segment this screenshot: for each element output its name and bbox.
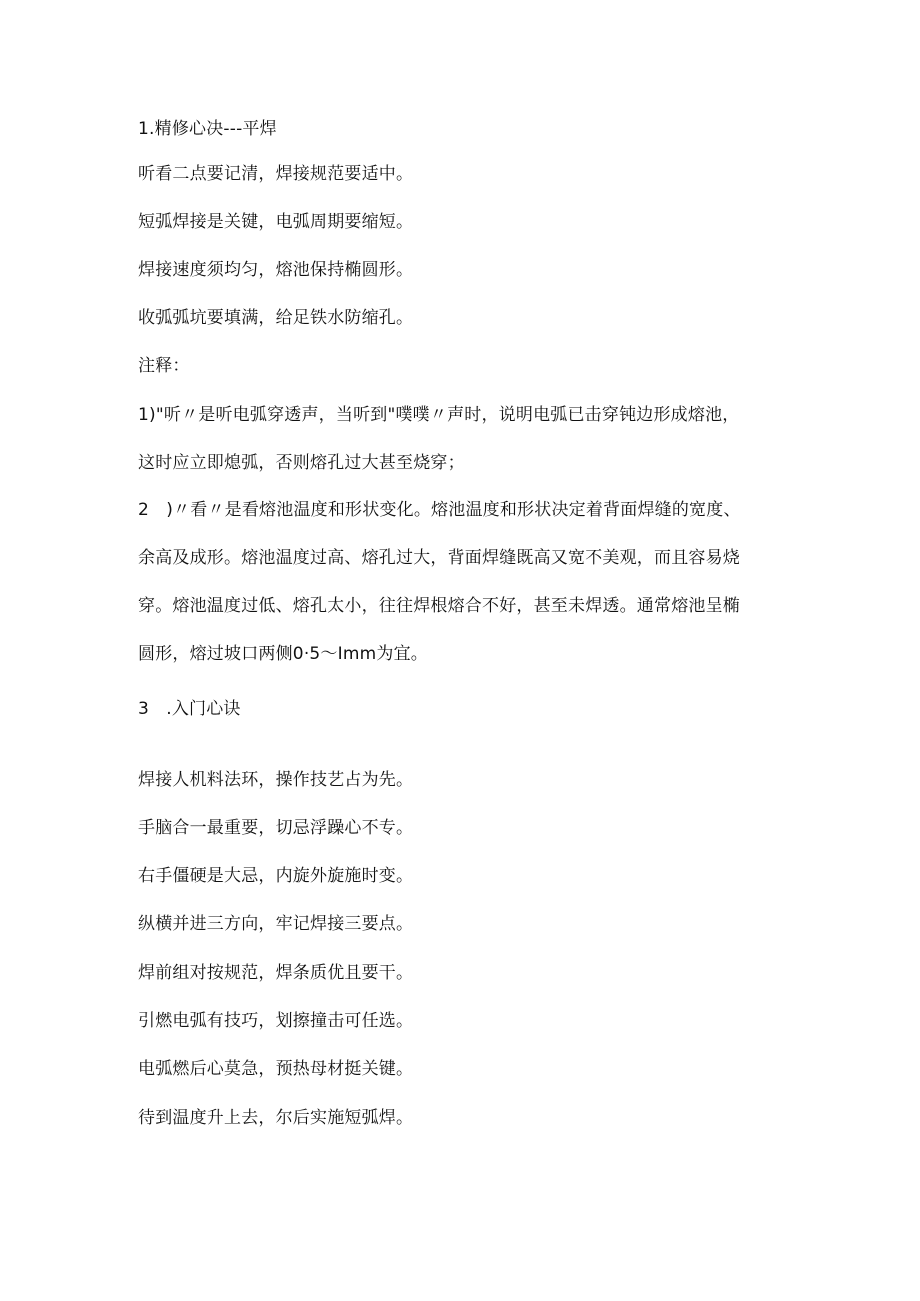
verse-line: 引燃电弧有技巧，划擦撞击可任选。 xyxy=(138,1011,414,1031)
section-1-heading: 1.精修心决---平焊 xyxy=(138,119,277,139)
verse-line: 焊接速度须均匀，熔池保持椭圆形。 xyxy=(138,260,414,280)
note-2-line: 余高及成形。熔池温度过高、熔孔过大，背面焊缝既高又宽不美观，而且容易烧 xyxy=(138,548,740,568)
notes-label: 注释： xyxy=(138,356,190,376)
section-3-heading: 3 .入门心诀 xyxy=(138,699,241,719)
verse-line: 待到温度升上去，尔后实施短弧焊。 xyxy=(138,1108,414,1128)
note-2-line: 圆形，熔过坡口两侧0·5～Imm为宜。 xyxy=(138,644,428,664)
note-2-line: 穿。熔池温度过低、熔孔太小，往往焊根熔合不好，甚至未焊透。通常熔池呈椭 xyxy=(138,596,740,616)
note-1-line: 这时应立即熄弧，否则熔孔过大甚至烧穿； xyxy=(138,453,465,473)
verse-line: 焊接人机料法环，操作技艺占为先。 xyxy=(138,770,414,790)
verse-line: 纵横并进三方向，牢记焊接三要点。 xyxy=(138,914,414,934)
verse-line: 手脑合一最重要，切忌浮躁心不专。 xyxy=(138,818,414,838)
verse-line: 右手僵硬是大忌，内旋外旋施时变。 xyxy=(138,866,414,886)
verse-line: 电弧燃后心莫急，预热母材挺关键。 xyxy=(138,1059,414,1079)
note-1-line: 1)"听〃是听电弧穿透声，当听到"噗噗〃声时，说明电弧已击穿钝边形成熔池， xyxy=(138,405,740,425)
verse-line: 焊前组对按规范，焊条质优且要干。 xyxy=(138,963,414,983)
verse-line: 收弧弧坑要填满，给足铁水防缩孔。 xyxy=(138,308,414,328)
verse-line: 听看二点要记清，焊接规范要适中。 xyxy=(138,164,414,184)
verse-line: 短弧焊接是关键，电弧周期要缩短。 xyxy=(138,212,414,232)
note-2-line: 2 )〃看〃是看熔池温度和形状变化。熔池温度和形状决定着背面焊缝的宽度、 xyxy=(138,500,741,520)
